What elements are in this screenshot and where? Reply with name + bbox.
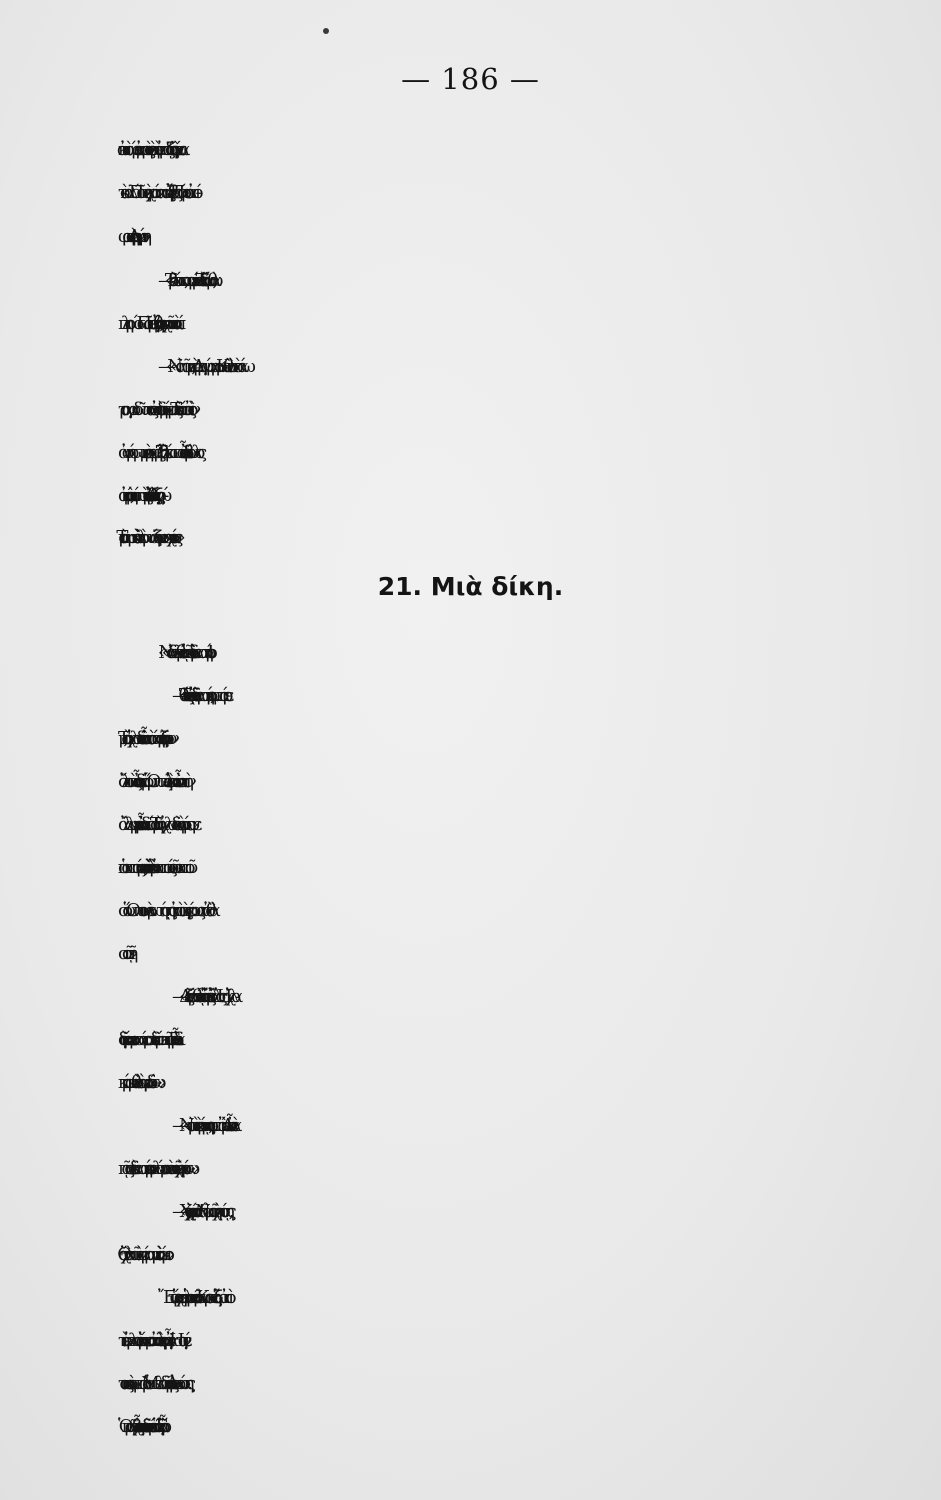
text-line: ἀφήσωμε νὰ ρημάξῃ. Τὸ βλέπω ποὺ εἶσαι δίβουλος: [118, 442, 199, 463]
text-line: διὰ γέρνει περισσότερο στὸ δικό μου κτῆμα. Εἶναι δι-: [118, 1029, 173, 1050]
text-line: — « Τὸ βλέπω, καημένο παιδί. Τί νὰ κάμω ; θὰ: [158, 270, 214, 291]
text-line: τραγουδῶντας ἀπὸ το δρόμο μας. Τὸ δικό σου ἂς τὸν: [118, 399, 193, 420]
text-line: τονες καὶ κουμπάροι ὁ Μπελοδῆμος κι ὁ Λυκούσης.: [118, 1373, 185, 1394]
text-line: — « Χὰ χά... τὸ χαριστή ! Νὰ μοῦ τὴ χαρίσῃς,: [172, 1201, 227, 1222]
text-line: ἀκόμη, μὰ πιστεύω πὼς μὲ τὸν καιρὸ θʼ ἀλλάξῃς γνώ-: [118, 485, 161, 506]
text-line: σοῦ πῇ ».: [118, 943, 128, 964]
text-line: κή μου καὶ θὰ τὴν κερδίσω ».: [118, 1072, 157, 1093]
text-line: σου. Ὅποιον νὰ ρωτήσῃς ἀπὸ τοὺς γέρους αὐτὸ θὰ: [118, 900, 213, 921]
text-line: ἄλλη μεριὰ εἶναι δική σου ! Τὴν ἀχλαδιὰ τὴ φύτεψε: [118, 814, 195, 835]
section-heading: 21. Μιὰ δίκη.: [377, 572, 564, 601]
text-line: μη. Τὸ σωστὸ καὶ τὸ καλὸ φωνάζουν μοναχά τους»...: [118, 527, 168, 548]
text-line: ὄχι. Θὰ σοῦ τὴν πάρω μὲ τὸ νόμο ».: [118, 1244, 165, 1265]
text-line: πληρώσω. Πᾶμε τώρα, γιατὶ θʼ ἀνησυχοῦν στὸ σπίτι ».: [118, 313, 172, 334]
page-number: — 186 —: [401, 62, 540, 96]
text-line: τὸ καλό. Πᾶνε τὰ χρόνια ποὺ ἤξερες ! Πάρε το ἀπό-: [118, 182, 194, 203]
text-line: ὁ παππούς μου, καὶ τὴν ἐλιὰ ὁ παππούς τοῦ παπποῦ: [118, 857, 190, 878]
text-line: — « Δὲν ξέρω τί θὰ πῇ ὁ ἕνας κι ὁ ἄλλος. Ἡ ἀχλα-: [172, 986, 233, 1007]
text-line: φαση, κὺρ ʼΑργύρη ».: [118, 226, 141, 247]
text-line: τὴν ἐκκλησιὰ ὕστερα ἀπὸ τὴ λειτουργία. Ἦταν γεί-: [118, 1330, 181, 1351]
text-line: ὅλοι πὼς εἶναι δική μου. Ὅπως ἡ ἐλιὰ ποὺ εἶναι στὴν: [118, 771, 189, 792]
text-line: Ἔτσι ἄρχισε ἡ φιλονικία μιὰ Κυριακὴ ἔξω ἀπὸ: [158, 1287, 229, 1308]
text-line: μου ; Τὴν ἀχλαδιά. ποὺ εἶναι στὸ σύνορο, τὴν ξέρουν: [118, 728, 172, 749]
text-line: Ὁ πρῶτος εἶχε βαφτίσει τοῦ δευτέρου ἕνα ἀγόρι. Εἶ-: [118, 1416, 156, 1437]
text-line: — « Νὰ μὴν τὸ κάμῃς, κουμπάρε. Ἂν εἶναι νὰ: [172, 1115, 235, 1136]
ink-speck: [323, 28, 329, 34]
text-line: — « Τί θέλεις νὰ εἰπῇ τὸ δικαστήριο, κουμπάρε: [172, 685, 226, 706]
text-line: « Νὰ δοῦμε τί θὰ εἰπῇ καὶ τὸ δικαστήριο ! »: [158, 642, 207, 663]
text-line: κι ἀπὸ τώρα κι ἐμπρὸς νὰ μὴν ἐμποδίζῃς νὰ γίνεται: [118, 139, 181, 160]
text-line: πᾷς στὸ δικαστήριο καλύτερα νὰ σοῦ τὴ χαρίσω ».: [118, 1158, 190, 1179]
text-line: — « Νὰ πᾶμε, κὺρ ʼΑργύρη μου. Καὶ θὰ σὲ πάω: [158, 356, 249, 377]
